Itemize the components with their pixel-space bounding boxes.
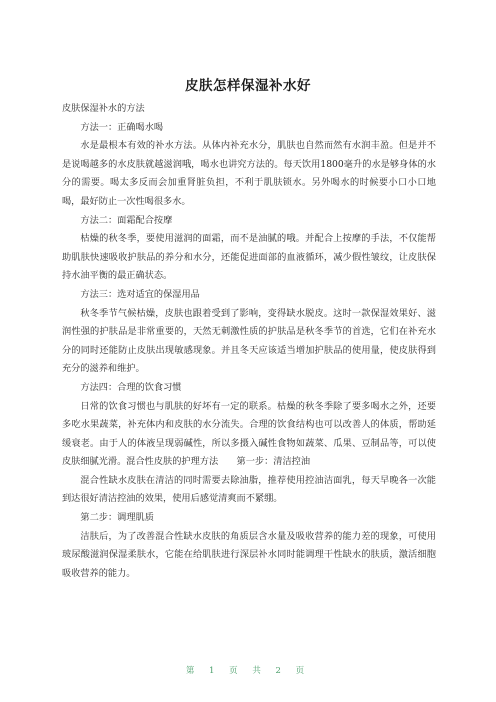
section-heading-3: 方法三：选对适宜的保湿用品 (80, 288, 200, 300)
section-heading-4: 方法四：合理的饮食习惯 (80, 381, 182, 393)
document-title: 皮肤怎样保湿补水好 (185, 78, 311, 94)
section-heading-5: 第二步：调理肌质 (80, 512, 154, 524)
section-heading-1: 方法一：正确喝水喝 (80, 121, 164, 133)
paragraph-5: 混合性缺水皮肤在清洁的同时需要去除油脂，推荐使用控油洁面乳，每天早晚各一次能到达很好清洁控油的效果，使用后感觉清爽而不紧绷。 (62, 474, 436, 505)
document-body (62, 100, 436, 583)
intro-heading: 皮肤保湿补水的方法 (62, 103, 145, 114)
paragraph-6: 洁肤后，为了改善混合性缺水皮肤的角质层含水量及吸收营养的能力差的现象，可使用玻尿酸滋润保湿柔肤水，它能在给肌肤进行深层补水同时能调理干性缺水的肤质，激活细胞吸收营养的能力。 (62, 530, 436, 579)
paragraph-1: 水是最根本有效的补水方法。从体内补充水分，肌肤也自然而然有水润丰盈。但是并不是说喝越多的水皮肤就越滋润哦，喝水也讲究方法的。每天饮用1800毫升的水是够身体的水分的需要。喝太多反而会加重肾脏负担，不利于肌肤锁水。另外喝水的时候要小口小口地喝，最好防止一次性喝很多水。 (62, 140, 436, 207)
section-heading-2: 方法二：面霜配合按摩 (80, 214, 173, 226)
paragraph-4: 日常的饮食习惯也与肌肤的好坏有一定的联系。枯燥的秋冬季除了要多喝水之外，还要多吃水果蔬菜，补充体内和皮肤的水分流失。合理的饮食结构也可以改善人的体质，帮助延缓衰老。由于人的体液呈现弱碱性，所以多摄入碱性食物如蔬菜、瓜果、豆制品等，可以使皮肤细腻光滑。混合性皮肤的护理方法 第一步：清洁控油 (62, 400, 436, 468)
paragraph-3: 秋冬季节气候枯燥，皮肤也跟着受到了影响，变得缺水脱皮。这时一款保湿效果好、滋润性强的护肤品是非常重要的，天然无刺激性质的护肤品是秋冬季节的首选，它们在补充水分的同时还能防止皮肤出现敏感现象。并且冬天应该适当增加护肤品的使用量，使皮肤得到充分的滋养和维护。 (62, 307, 436, 375)
page-number: 第 1 页 共 2 页 (185, 666, 311, 676)
paragraph-2: 枯燥的秋冬季，要使用滋润的面霜，而不是油腻的哦。并配合上按摩的手法，不仅能帮助肌肤快速吸收护肤品的养分和水分，还能促进面部的血液循环，减少假性皱纹，让皮肤保持水油平衡的最正确状态。 (62, 233, 436, 282)
